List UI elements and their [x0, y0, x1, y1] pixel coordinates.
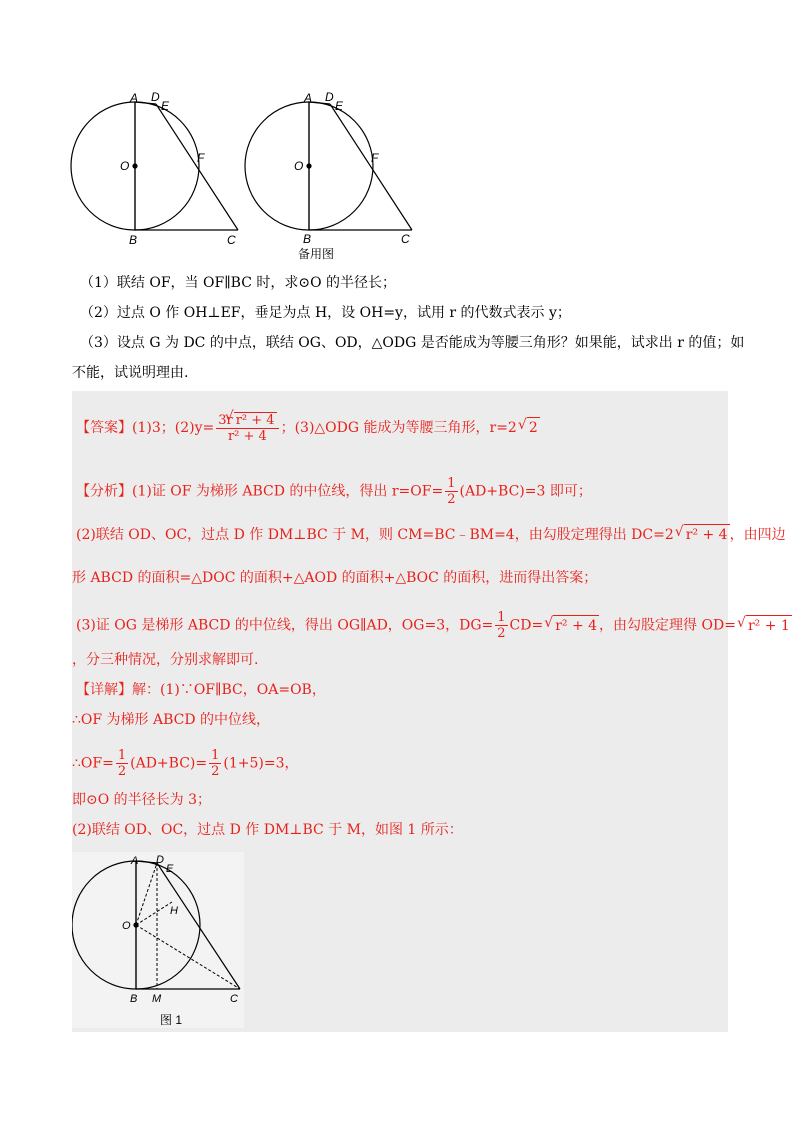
label-f: F: [371, 151, 379, 165]
analysis-line5: ，分三种情况，分别求解即可.: [72, 652, 259, 668]
label-f: F: [197, 151, 205, 165]
fig1-label-o: O: [122, 920, 131, 932]
label-c: C: [401, 232, 410, 246]
figure-1: [72, 852, 244, 1028]
top-figure-main: [66, 92, 256, 252]
label-o: O: [120, 159, 130, 173]
question-3-line2: 不能，试说明理由.: [72, 365, 189, 381]
spare-caption: 备用图: [298, 247, 335, 261]
detail-line5: (2)联结 OD、OC，过点 D 作 DM⊥BC 于 M，如图 1 所示：: [72, 822, 463, 838]
question-3-line1: （3）设点 G 为 DC 的中点，联结 OG、OD，△ODG 是否能成为等腰三角形？如果能，试求出 r 的值；如: [80, 335, 745, 351]
label-a: A: [304, 92, 313, 105]
detail-half-fraction-2: $\frac{1}{2}$: [211, 748, 220, 779]
detail-line1: 【详解】解：(1)∵OF∥BC，OA=OB，: [76, 682, 326, 698]
analysis-dc-radical: √ r² + 4: [684, 524, 730, 545]
analysis-od-radical: √ r² + 1: [746, 615, 792, 636]
label-e: E: [161, 99, 170, 113]
detail-line4: 即⊙O 的半径长为 3；: [72, 792, 212, 808]
fig1-label-c: C: [230, 993, 238, 1005]
label-d: D: [151, 92, 160, 104]
label-c: C: [227, 233, 236, 247]
label-e: E: [335, 99, 344, 113]
answer-r-radical: √ 2: [527, 417, 540, 438]
label-o: O: [294, 159, 304, 173]
analysis-tag: 【分析】: [76, 483, 132, 500]
analysis-half-fraction-2: $\frac{1}{2}$: [497, 610, 506, 641]
detail-half-fraction-1: $\frac{1}{2}$: [117, 748, 127, 779]
analysis-line3: 形 ABCD 的面积=△DOC 的面积+△AOD 的面积+△BOC 的面积，进而得出答案；: [72, 570, 598, 586]
detail-line2: ∴OF 为梯形 ABCD 的中位线，: [72, 712, 271, 728]
answer-tag: 【答案】: [76, 420, 132, 436]
fig1-label-e: E: [166, 863, 174, 875]
label-b: B: [303, 232, 312, 246]
analysis-line4: (3)证 OG 是梯形 ABCD 的中位线，得出 OG∥AD，OG=3，DG= $\frac{1}{2}$ CD=√ r² + 4 ，由勾股定理得 OD=√ r² + 1: [76, 610, 792, 641]
detail-line3: ∴OF= $\frac{1}{2}$ (AD+BC)= $\frac{1}{2}$ (1+5)=3，: [72, 748, 299, 779]
fig1-label-h: H: [170, 905, 178, 917]
question-2: （2）过点 O 作 OH⊥EF，垂足为点 H，设 OH=y，试用 r 的代数式表示 y；: [80, 305, 571, 321]
answer-y-fraction: $\frac{\text{3r√ r² + 4}}{\text{r² + 4}}$: [216, 412, 278, 444]
detail-tag: 【详解】: [76, 682, 132, 698]
label-d: D: [325, 92, 334, 104]
fig1-label-a: A: [131, 855, 139, 867]
answer-line: [76, 412, 540, 444]
fig1-label-b: B: [130, 993, 138, 1005]
label-a: A: [130, 92, 139, 105]
top-figure-spare: [240, 92, 430, 262]
answer-part3: ；(3)△ODG 能成为等腰三角形，r=2: [280, 420, 517, 436]
question-1: （1）联结 OF，当 OF∥BC 时，求⊙O 的半径长；: [80, 275, 397, 291]
analysis-line1: 【分析】(1)证 OF 为梯形 ABCD 的中位线，得出 r=OF= $\frac{1}{2}$ (AD+BC)=3 即可；: [76, 476, 592, 507]
fig1-label-d: D: [156, 854, 164, 866]
answer-part1: (1)3；(2)y=: [132, 420, 215, 436]
fig1-label-m: M: [152, 993, 162, 1005]
label-b: B: [129, 233, 138, 247]
analysis-half-fraction: $\frac{1}{2}$: [447, 476, 456, 507]
fig1-caption: 图 1: [160, 1013, 183, 1027]
answer-y-radical: √ r² + 4: [234, 412, 277, 428]
analysis-line2: (2)联结 OD、OC，过点 D 作 DM⊥BC 于 M，则 CM=BC﹣BM=4，由勾股定理得出 DC=2√ r² + 4 ，由四边: [76, 524, 786, 545]
analysis-cd-radical: √ r² + 4: [553, 615, 599, 636]
